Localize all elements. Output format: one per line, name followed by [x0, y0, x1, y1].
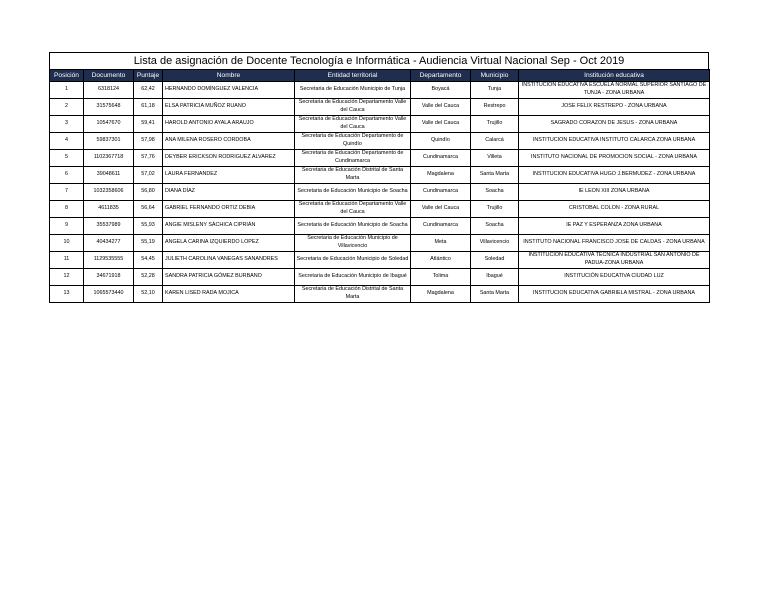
documento-cell: 31575648	[84, 99, 134, 116]
documento-cell: 1102367718	[84, 150, 134, 167]
table-row	[50, 150, 710, 167]
institucion-cell: CRISTOBAL COLON - ZONA RURAL	[519, 201, 710, 218]
documento-cell: 1032358606	[84, 184, 134, 201]
departamento-cell: Valle del Cauca	[411, 116, 471, 133]
departamento-cell: Meta	[411, 235, 471, 252]
header-institucion-educativa: Institución educativa	[519, 70, 710, 82]
entidad-cell: Secretaria de Educación Departamento Valle del Cauca	[295, 201, 411, 218]
nombre-cell: SANDRA PATRICIA GÓMEZ BURBANO	[163, 269, 295, 286]
puntaje-cell: 52,10	[134, 286, 163, 303]
entidad-cell: Secretaria de Educación Municipio de Soledad	[295, 252, 411, 269]
institucion-cell: IE PAZ Y ESPERANZA ZONA URBANA	[519, 218, 710, 235]
puntaje-cell: 59,41	[134, 116, 163, 133]
sheet-title: Lista de asignación de Docente Tecnología e Informática - Audiencia Virtual Nacional Sep - Oct 2019	[49, 52, 709, 69]
departamento-cell: Atlántico	[411, 252, 471, 269]
documento-cell: 4611835	[84, 201, 134, 218]
departamento-cell: Cundinamarca	[411, 218, 471, 235]
posicion-cell: 2	[50, 99, 84, 116]
departamento-cell: Cundinamarca	[411, 184, 471, 201]
header-entidad-territorial: Entidad territorial	[295, 70, 411, 82]
entidad-cell: Secretaria de Educación Municipio de Soacha	[295, 184, 411, 201]
institucion-cell: IE LEON XIII ZONA URBANA	[519, 184, 710, 201]
table-body	[50, 82, 710, 303]
institucion-cell: INSTITUTO NACIONAL FRANCISCO JOSE DE CALDAS - ZONA URBANA	[519, 235, 710, 252]
entidad-cell: Secretaria de Educación Municipio de Ibagué	[295, 269, 411, 286]
header-departamento: Departamento	[411, 70, 471, 82]
municipio-cell: Villavicencio	[471, 235, 519, 252]
table-row	[50, 116, 710, 133]
posicion-cell: 12	[50, 269, 84, 286]
puntaje-cell: 55,19	[134, 235, 163, 252]
municipio-cell: Calarcá	[471, 133, 519, 150]
entidad-cell: Secretaria de Educación Departamento de Cundinamarca	[295, 150, 411, 167]
institucion-cell: INSTITUTO NACIONAL DE PROMOCION SOCIAL - ZONA URBANA	[519, 150, 710, 167]
entidad-cell: Secretaria de Educación Distrital de Santa Marta	[295, 286, 411, 303]
municipio-cell: Restrepo	[471, 99, 519, 116]
nombre-cell: ANA MILENA ROSERO CORDOBA	[163, 133, 295, 150]
documento-cell: 39048611	[84, 167, 134, 184]
table-row	[50, 252, 710, 269]
posicion-cell: 8	[50, 201, 84, 218]
nombre-cell: GABRIEL FERNANDO ORTIZ DEBIA	[163, 201, 295, 218]
header-nombre: Nombre	[163, 70, 295, 82]
municipio-cell: Santa Marta	[471, 286, 519, 303]
header-documento: Documento	[84, 70, 134, 82]
nombre-cell: DEYBER ERICKSON RODRIGUEZ ALVAREZ	[163, 150, 295, 167]
departamento-cell: Tolima	[411, 269, 471, 286]
municipio-cell: Trujillo	[471, 201, 519, 218]
nombre-cell: ANGELA CARINA IZQUIERDO LOPEZ	[163, 235, 295, 252]
header-row	[50, 70, 710, 82]
puntaje-cell: 62,42	[134, 82, 163, 99]
nombre-cell: JULIETH CAROLINA VANEGAS SANANDRES	[163, 252, 295, 269]
institucion-cell: INSTITUCION EDUCATIVA INSTITUTO CALARCA ZONA URBANA	[519, 133, 710, 150]
posicion-cell: 6	[50, 167, 84, 184]
municipio-cell: Villeta	[471, 150, 519, 167]
municipio-cell: Tunja	[471, 82, 519, 99]
institucion-cell: INSTITUCIÓN EDUCATIVA CIUDAD LUZ	[519, 269, 710, 286]
header-puntaje: Puntaje	[134, 70, 163, 82]
table-row	[50, 269, 710, 286]
posicion-cell: 1	[50, 82, 84, 99]
departamento-cell: Cundinamarca	[411, 150, 471, 167]
entidad-cell: Secretaria de Educación Municipio de Villavicencio	[295, 235, 411, 252]
institucion-cell: INSTITUCION EDUCATIVA HUGO J.BERMUDEZ - ZONA URBANA	[519, 167, 710, 184]
nombre-cell: HAROLD ANTONIO AYALA ARAUJO	[163, 116, 295, 133]
puntaje-cell: 52,28	[134, 269, 163, 286]
nombre-cell: ANGIE MISLENY SÁCHICA CIPRIÁN	[163, 218, 295, 235]
puntaje-cell: 55,93	[134, 218, 163, 235]
posicion-cell: 9	[50, 218, 84, 235]
posicion-cell: 7	[50, 184, 84, 201]
table-row	[50, 184, 710, 201]
institucion-cell: INSTITUCION EDUCATIVA ESCUELA NORMAL SUPERIOR SANTIAGO DE TUNJA - ZONA URBANA	[519, 82, 710, 99]
institucion-cell: SAGRADO CORAZON DE JESUS - ZONA URBANA	[519, 116, 710, 133]
documento-cell: 10547670	[84, 116, 134, 133]
puntaje-cell: 57,76	[134, 150, 163, 167]
nombre-cell: DIANA DÍAZ	[163, 184, 295, 201]
municipio-cell: Soacha	[471, 218, 519, 235]
posicion-cell: 4	[50, 133, 84, 150]
municipio-cell: Santa Marta	[471, 167, 519, 184]
institucion-cell: INSTITUCION EDUCATIVA TECNICA INDUSTRIAL SAN ANTONIO DE PADUA-ZONA URBANA	[519, 252, 710, 269]
posicion-cell: 3	[50, 116, 84, 133]
entidad-cell: Secretaria de Educación Departamento de Quindío	[295, 133, 411, 150]
entidad-cell: Secretaria de Educación Municipio de Tunja	[295, 82, 411, 99]
municipio-cell: Trujillo	[471, 116, 519, 133]
assignment-sheet	[49, 52, 709, 303]
table-row	[50, 218, 710, 235]
nombre-cell: HERNANDO DOMÍNGUEZ VALENCIA	[163, 82, 295, 99]
header-posicion: Posición	[50, 70, 84, 82]
posicion-cell: 5	[50, 150, 84, 167]
table-row	[50, 235, 710, 252]
posicion-cell: 10	[50, 235, 84, 252]
puntaje-cell: 54,45	[134, 252, 163, 269]
nombre-cell: ELSA PATRICIA MUÑOZ RUANO	[163, 99, 295, 116]
puntaje-cell: 61,18	[134, 99, 163, 116]
table-row	[50, 82, 710, 99]
documento-cell: 1065573440	[84, 286, 134, 303]
table-row	[50, 201, 710, 218]
departamento-cell: Valle del Cauca	[411, 201, 471, 218]
posicion-cell: 13	[50, 286, 84, 303]
documento-cell: 1129535555	[84, 252, 134, 269]
table-row	[50, 286, 710, 303]
entidad-cell: Secretaria de Educación Distrital de Santa Marta	[295, 167, 411, 184]
departamento-cell: Magdalena	[411, 286, 471, 303]
nombre-cell: LAURA FERNANDEZ	[163, 167, 295, 184]
puntaje-cell: 56,64	[134, 201, 163, 218]
table-row	[50, 133, 710, 150]
assignment-table	[49, 69, 710, 303]
puntaje-cell: 57,98	[134, 133, 163, 150]
puntaje-cell: 57,02	[134, 167, 163, 184]
departamento-cell: Boyacá	[411, 82, 471, 99]
documento-cell: 34671918	[84, 269, 134, 286]
institucion-cell: INSTITUCION EDUCATIVA GABRIELA MISTRAL - ZONA URBANA	[519, 286, 710, 303]
departamento-cell: Valle del Cauca	[411, 99, 471, 116]
nombre-cell: KAREN LISED RADA MOJICA	[163, 286, 295, 303]
documento-cell: 59837301	[84, 133, 134, 150]
entidad-cell: Secretaria de Educación Departamento Valle del Cauca	[295, 99, 411, 116]
municipio-cell: Ibagué	[471, 269, 519, 286]
posicion-cell: 11	[50, 252, 84, 269]
municipio-cell: Soacha	[471, 184, 519, 201]
entidad-cell: Secretaria de Educación Municipio de Soacha	[295, 218, 411, 235]
table-row	[50, 167, 710, 184]
municipio-cell: Soledad	[471, 252, 519, 269]
institucion-cell: JOSE FELIX RESTREPO - ZONA URBANA	[519, 99, 710, 116]
header-municipio: Municipio	[471, 70, 519, 82]
departamento-cell: Magdalena	[411, 167, 471, 184]
documento-cell: 6318124	[84, 82, 134, 99]
entidad-cell: Secretaria de Educación Departamento Valle del Cauca	[295, 116, 411, 133]
documento-cell: 40434277	[84, 235, 134, 252]
table-row	[50, 99, 710, 116]
puntaje-cell: 56,80	[134, 184, 163, 201]
departamento-cell: Quindío	[411, 133, 471, 150]
documento-cell: 35537989	[84, 218, 134, 235]
